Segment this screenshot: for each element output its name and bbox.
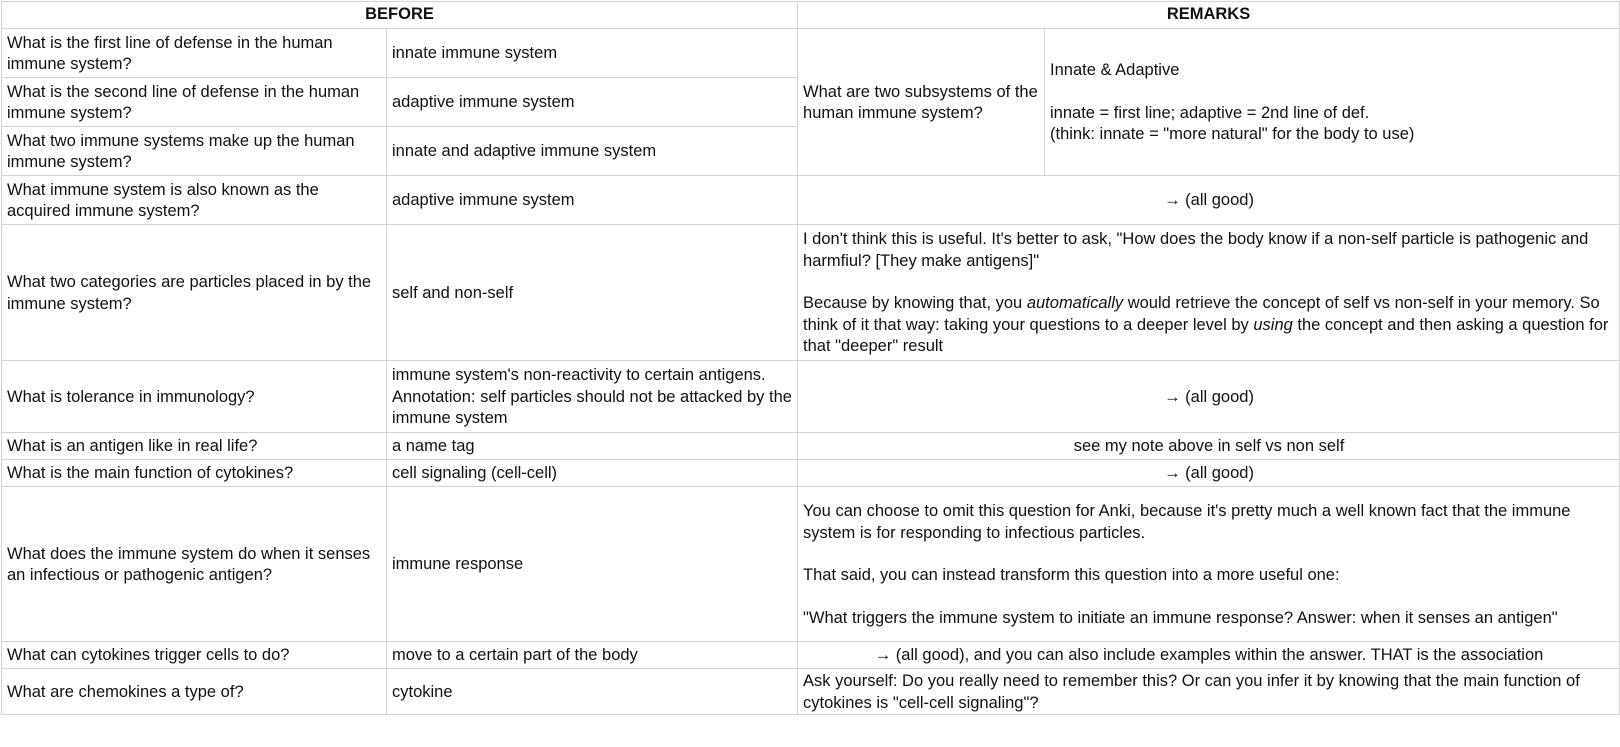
- remark-paragraph: "What triggers the immune system to initiate an immune response? Answer: when it senses an antigen": [803, 608, 1558, 627]
- remark-cell: [798, 487, 1620, 642]
- question-cell: What two immune systems make up the human immune system?: [2, 127, 387, 176]
- answer-cell: adaptive immune system: [387, 176, 798, 225]
- question-cell: What is the second line of defense in the human immune system?: [2, 78, 387, 127]
- remark-paragraph: [803, 293, 1615, 358]
- table-row: [2, 29, 1620, 78]
- answer-cell: immune system's non-reactivity to certain antigens. Annotation: self particles should not be attacked by the immune system: [387, 361, 798, 433]
- remark-paragraph: You can choose to omit this question for Anki, because it's pretty much a well known fact that the immune system is for responding to infectious particles.: [803, 502, 1571, 542]
- remark-answer-line: innate = first line; adaptive = 2nd line of def.: [1050, 103, 1370, 122]
- before-header: BEFORE: [2, 2, 798, 29]
- remark-text: would retrieve the concept of self vs non-self in your memory. So think of it that way: taking your questions to a deeper level by: [803, 294, 1600, 334]
- remark-emphasis: using: [1253, 315, 1293, 334]
- table-row: [2, 225, 1620, 361]
- remark-answer-title: Innate & Adaptive: [1050, 61, 1180, 80]
- answer-cell: cytokine: [387, 669, 798, 715]
- answer-cell: self and non-self: [387, 225, 798, 361]
- question-cell: What is tolerance in immunology?: [2, 361, 387, 433]
- question-cell: What two categories are particles placed in by the immune system?: [2, 225, 387, 361]
- answer-cell: adaptive immune system: [387, 78, 798, 127]
- remark-cell: Ask yourself: Do you really need to remember this? Or can you infer it by knowing that the main function of cytokines is "cell-cell signaling"?: [798, 669, 1620, 715]
- remark-paragraph: That said, you can instead transform this question into a more useful one:: [803, 566, 1340, 584]
- question-cell: What can cytokines trigger cells to do?: [2, 642, 387, 669]
- question-cell: What does the immune system do when it senses an infectious or pathogenic antigen?: [2, 487, 387, 642]
- remark-cell: → (all good): [798, 460, 1620, 487]
- question-cell: What is the first line of defense in the human immune system?: [2, 29, 387, 78]
- question-cell: What are chemokines a type of?: [2, 669, 387, 715]
- remark-answer-line: (think: innate = "more natural" for the body to use): [1050, 125, 1415, 144]
- header-row: [2, 2, 1620, 29]
- answer-cell: innate immune system: [387, 29, 798, 78]
- question-cell: What immune system is also known as the acquired immune system?: [2, 176, 387, 225]
- answer-cell: immune response: [387, 487, 798, 642]
- answer-cell: cell signaling (cell-cell): [387, 460, 798, 487]
- remark-emphasis: automatically: [1026, 294, 1124, 313]
- question-cell: What is the main function of cytokines?: [2, 460, 387, 487]
- remark-question-cell: What are two subsystems of the human immune system?: [798, 29, 1045, 176]
- answer-cell: move to a certain part of the body: [387, 642, 798, 669]
- notes-table: [1, 1, 1620, 715]
- table-row: [2, 361, 1620, 433]
- table-row: [2, 669, 1620, 715]
- remark-text: Because by knowing that, you: [803, 294, 1027, 313]
- table-row: [2, 176, 1620, 225]
- remark-cell: see my note above in self vs non self: [798, 433, 1620, 460]
- remark-cell: [798, 225, 1620, 361]
- table-row: [2, 642, 1620, 669]
- remark-cell: → (all good): [798, 176, 1620, 225]
- answer-cell: a name tag: [387, 433, 798, 460]
- remark-cell: → (all good), and you can also include examples within the answer. THAT is the association: [798, 642, 1620, 669]
- question-cell: What is an antigen like in real life?: [2, 433, 387, 460]
- answer-cell: innate and adaptive immune system: [387, 127, 798, 176]
- table-row: [2, 433, 1620, 460]
- table-row: [2, 460, 1620, 487]
- table-row: [2, 487, 1620, 642]
- remark-paragraph: I don't think this is useful. It's better to ask, "How does the body know if a non-self particle is pathogenic and harmfiul? [They make antigens]": [803, 230, 1589, 270]
- remark-answer-cell: [1045, 29, 1620, 176]
- remark-cell: → (all good): [798, 361, 1620, 433]
- remarks-header: REMARKS: [798, 2, 1620, 29]
- remark-text: the concept and then asking a question for that "deeper" result: [803, 315, 1609, 356]
